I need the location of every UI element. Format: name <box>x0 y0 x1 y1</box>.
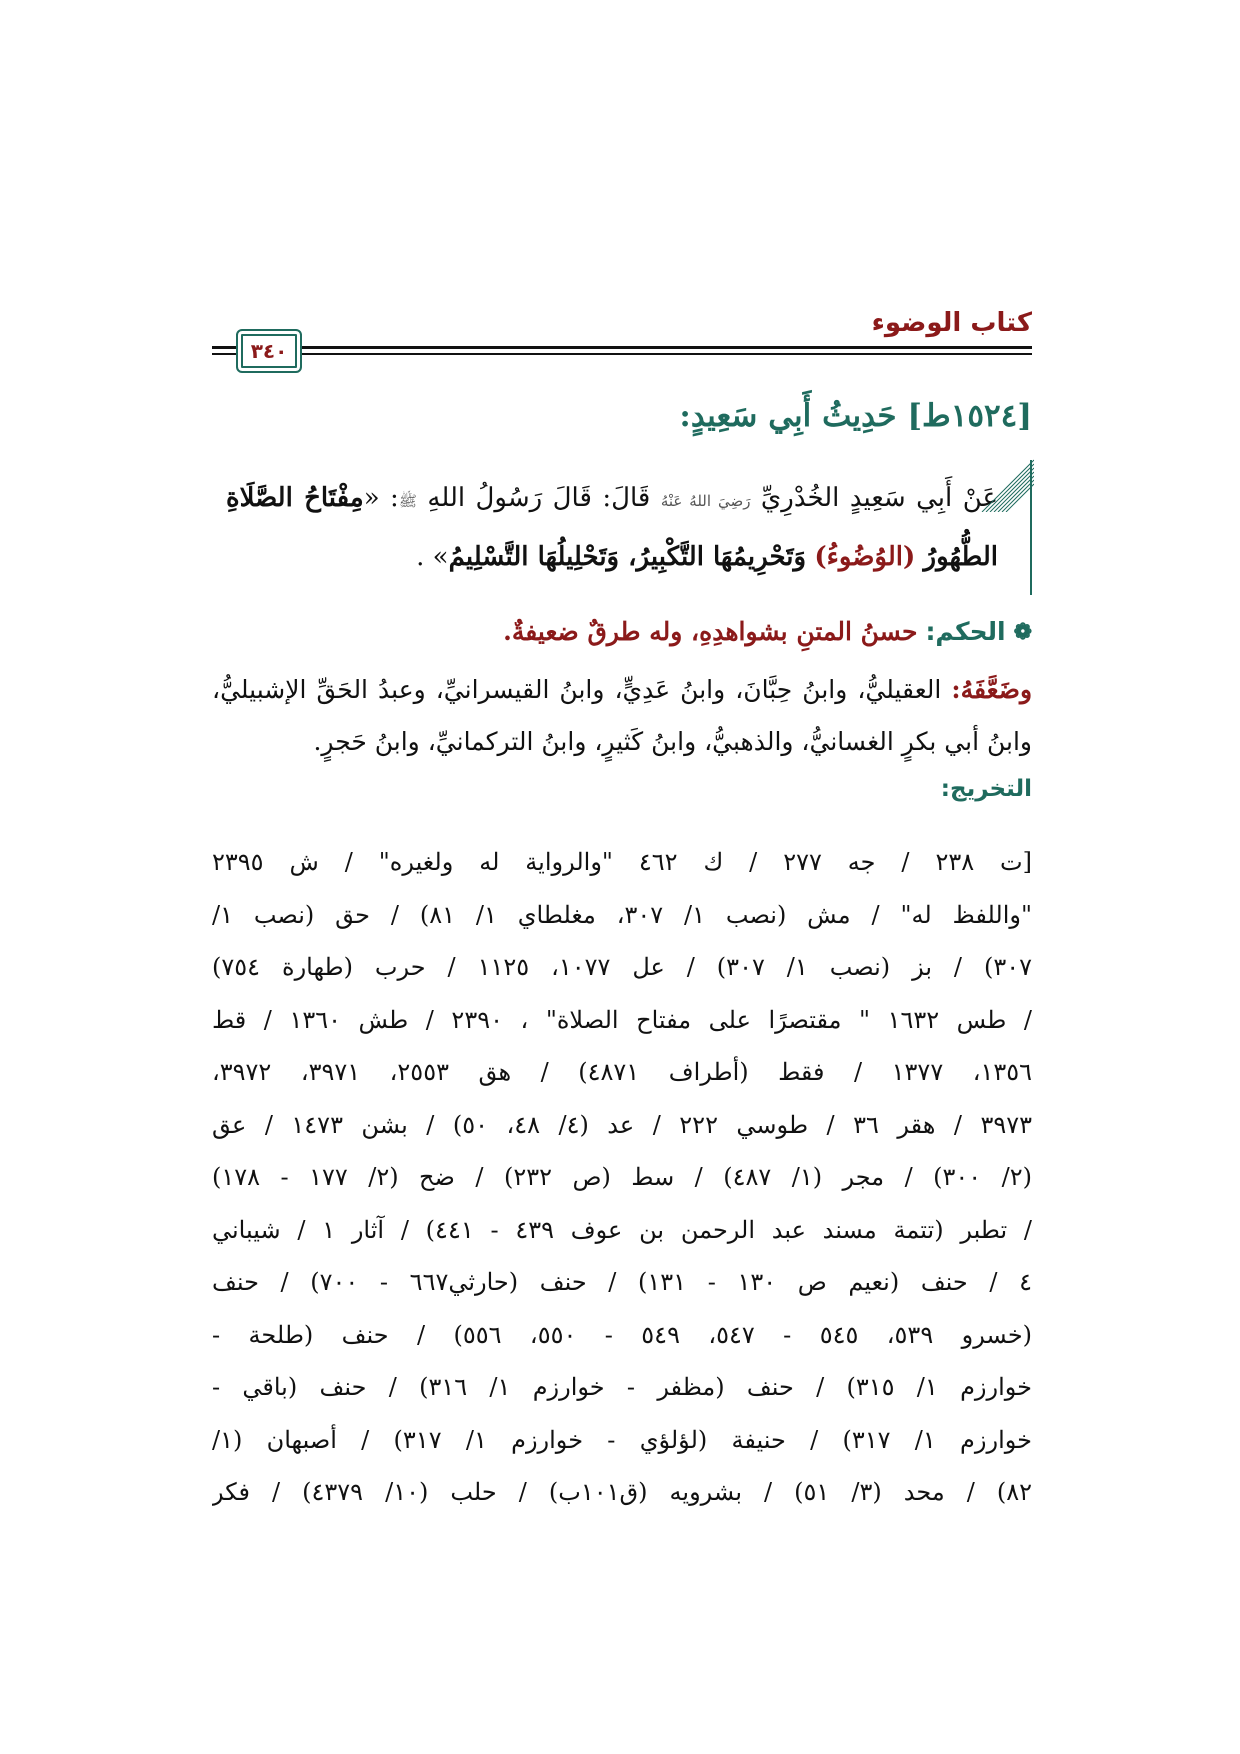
takhrij-line: / طس ١٦٣٢ " مقتصرًا على مفتاح الصلاة" ، ٢٣٩٠ / طش ١٣٦٠ / قط <box>212 1005 1032 1034</box>
page-number-badge <box>236 329 302 373</box>
hadith-heading <box>212 398 1032 434</box>
takhrij-label: التخريج: <box>940 776 1032 802</box>
takhrij-line: خوارزم ١/ ٣١٧) / حنيفة (لؤلؤي - خوارزم ١/ ٣١٧) / أصبهان (١/ <box>212 1425 1032 1454</box>
quote-open: : « <box>363 483 399 513</box>
hadith-said: قَالَ: قَالَ رَسُولُ اللهِ <box>427 483 651 513</box>
header-rule <box>212 346 1032 349</box>
ruling-line <box>212 617 1032 646</box>
takhrij-line: / تطبر (تتمة مسند عبد الرحمن بن عوف ٤٣٩ - ٤٤١) / آثار ١ / شيباني <box>212 1215 1032 1244</box>
honorific-salla: ﷺ <box>398 492 417 510</box>
takhrij-line: ٣٠٧) / بز (نصب ١/ ٣٠٧) / عل ١٠٧٧، ١١٢٥ / حرب (طهارة ٧٥٤) <box>212 953 1032 981</box>
takhrij-line: ٤ / حنف (نعيم ص ١٣٠ - ١٣١) / حنف (حارثي٦٦٧ - ٧٠٠) / حنف <box>212 1268 1032 1296</box>
takhrij-list <box>212 836 1032 1519</box>
quote-close: » . <box>416 542 449 572</box>
takhrij-line: ٨٢) / محد (٣/ ٥١) / بشرويه (ق١٠١ب) / حلب (١٠/ ٤٣٧٩) / فكر <box>212 1478 1032 1506</box>
hadith-matn-1: مِفْتَاحُ الصَّلَاةِ الطُّهُورُ <box>226 483 998 572</box>
takhrij-line: ٣٩٧٣ / هقر ٣٦ / طوسي ٢٢٢ / عد (٤/ ٤٨، ٥٠) / بشن ١٤٧٣ / عق <box>212 1110 1032 1139</box>
takhrij-line: (٢/ ٣٠٠) / مجر (١/ ٤٨٧) / سط (ص ٢٣٢) / ضح (٢/ ١٧٧ - ١٧٨) <box>212 1163 1032 1191</box>
page-number: ٣٤٠ <box>250 339 288 363</box>
weakened-text: العقيليُّ، وابنُ حِبَّانَ، وابنُ عَدِيٍّ، وابنُ القيسرانيِّ، وعبدُ الحَقِّ الإشبيليُّ، وابنُ أبي بكرٍ الغسانيُّ، والذهبيُّ، وابنُ كَثيرٍ، وابنُ التركمانيِّ، وابنُ حَجرٍ. <box>212 675 1032 756</box>
hadith-matn-2: وَتَحْرِيمُهَا التَّكْبِيرُ، وَتَحْلِيلُهَا التَّسْلِيمُ <box>448 542 807 572</box>
hadith-text <box>226 470 998 585</box>
takhrij-line: خوارزم ١/ ٣١٥) / حنف (مظفر - خوارزم ١/ ٣١٦) / حنف (باقي - <box>212 1373 1032 1401</box>
book-title: كتاب الوضوء <box>871 308 1032 338</box>
weakened-label: وضَعَّفَهُ: <box>951 675 1033 704</box>
hadith-intro: عَنْ أَبِي سَعِيدٍ الخُدْرِيِّ <box>760 483 999 513</box>
ruling-label: الحكم: <box>925 617 1006 646</box>
ruling-value: حسنُ المتنِ بشواهدِهِ، وله طرقٌ ضعيفةٌ. <box>503 617 918 646</box>
corner-ornament-icon <box>974 452 1034 512</box>
header-rule-thin <box>212 353 1032 355</box>
takhrij-line: "واللفظ له" / مش (نصب ١/ ٣٠٧، مغلطاي ١/ ٨١) / حق (نصب ١/ <box>212 900 1032 929</box>
takhrij-line: [ت ٢٣٨ / جه ٢٧٧ / ك ٤٦٢ "والرواية له ولغيره" / ش ٢٣٩٥ <box>212 848 1032 876</box>
takhrij-line: (خسرو ٥٣٩، ٥٤٥ - ٥٤٧، ٥٤٩ - ٥٥٠، ٥٥٦) / حنف (طلحة - <box>212 1320 1032 1349</box>
hadith-variant: (الوُضُوءُ) <box>814 542 916 572</box>
hadith-number: [١٥٢٤ط] <box>907 398 1032 434</box>
honorific-radiallahu: رَضِيَ اللهُ عَنْهُ <box>660 492 751 510</box>
page-header <box>212 300 1032 380</box>
flower-ornament-icon: ❁ <box>1013 618 1032 645</box>
weakened-by-paragraph <box>212 664 1032 768</box>
book-page <box>212 300 1032 1519</box>
hadith-text-box <box>212 460 1032 595</box>
takhrij-line: ١٣٥٦، ١٣٧٧ / فقط (أطراف ٤٨٧١) / هق ٢٥٥٣، ٣٩٧١، ٣٩٧٢، <box>212 1058 1032 1086</box>
hadith-title: حَدِيثُ أَبِي سَعِيدٍ: <box>679 398 897 434</box>
